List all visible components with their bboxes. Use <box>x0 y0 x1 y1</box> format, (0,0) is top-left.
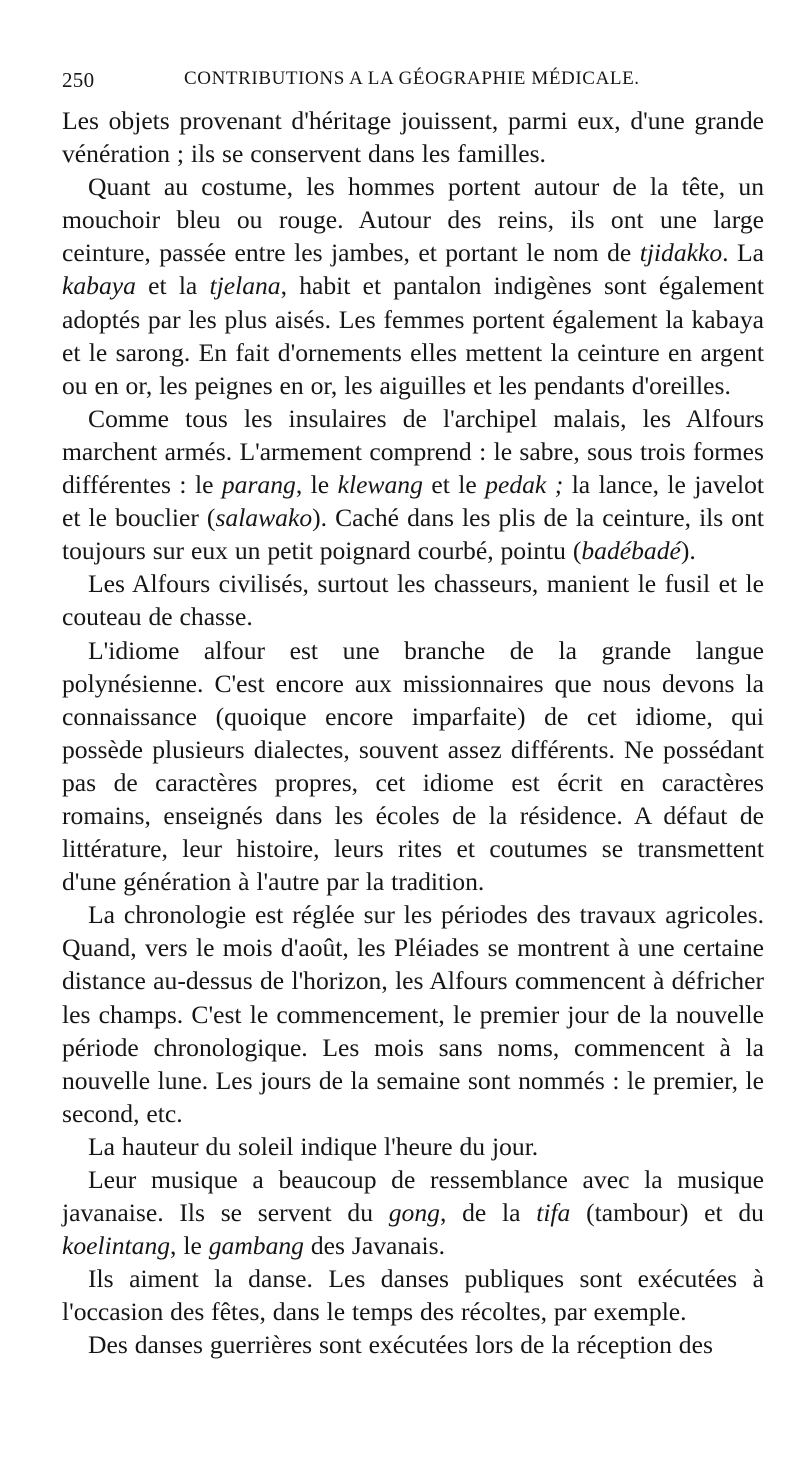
term-kabaya: kabaya <box>62 271 136 301</box>
term-gong: gong <box>388 1198 440 1228</box>
paragraph-costume: Quant au costume, les hommes portent autour de la tête, un mouchoir bleu ou rouge. Autour des reins, ils ont une large ceinture, passée entre les jambes, et portant le nom de tjidakko. La kabaya et la tjelana, habit et pantalon indigènes sont également adoptés par les plus aisés. Les femmes portent également la kabaya et le sarong. En fait d'ornements elles mettent la ceinture en argent ou en or, les peignes en or, les aiguilles et les pendants d'oreilles. <box>62 172 764 400</box>
paragraph-idiome: L'idiome alfour est une branche de la grande langue polynésienne. C'est encore aux missionnaires que nous devons la connaissance (quoique encore imparfaite) de cet idiome, qui possède plusieurs dialectes, souvent assez différents. Ne possédant pas de caractères propres, cet idiome est écrit en caractères romains, enseignés dans les écoles de la résidence. A défaut de littérature, leur histoire, leurs rites et coutumes se transmettent d'une génération à l'autre par la tradition. <box>62 635 764 897</box>
term-pedak: pedak ; <box>485 470 564 500</box>
running-head <box>62 68 764 104</box>
term-koelintang: koelintang <box>62 1231 171 1261</box>
page-number: 250 <box>62 68 95 92</box>
running-title: CONTRIBUTIONS A LA GÉOGRAPHIE MÉDICALE. <box>184 68 640 89</box>
term-klewang: klewang <box>337 470 423 500</box>
term-parang: parang <box>221 470 296 500</box>
paragraph-soleil: La hauteur du soleil indique l'heure du jour. <box>88 1131 539 1161</box>
term-tjelana: tjelana <box>209 271 281 301</box>
term-tjidakko: tjidakko <box>639 238 723 268</box>
paragraph-chronologie: La chronologie est réglée sur les périodes des travaux agricoles. Quand, vers le mois d'août, les Pléiades se montrent à une certaine distance au-dessus de l'horizon, les Alfours commencent à défricher les champs. C'est le commencement, le premier jour de la nouvelle période chronologique. Les mois sans noms, commencent à la nouvelle lune. Les jours de la semaine sont nommés : le premier, le second, etc. <box>62 900 764 1128</box>
book-page <box>62 68 764 1362</box>
body-text <box>62 104 764 1362</box>
paragraph-danses-guerrieres: Des danses guerrières sont exécutées lors de la réception des <box>88 1330 713 1360</box>
paragraph-musique: Leur musique a beaucoup de ressemblance avec la musique javanaise. Ils se servent du gong, de la tifa (tambour) et du koelintang, le gambang des Javanais. <box>62 1165 764 1261</box>
term-tifa: tifa <box>536 1198 571 1228</box>
paragraph-danse: Ils aiment la danse. Les danses publiques sont exécutées à l'occasion des fêtes, dans le temps des récoltes, par exemple. <box>62 1264 764 1327</box>
paragraph-chasseurs: Les Alfours civilisés, surtout les chasseurs, manient le fusil et le couteau de chasse. <box>62 569 764 632</box>
paragraph-heritage: Les objets provenant d'héritage jouissent, parmi eux, d'une grande vénération ; ils se conservent dans les familles. <box>62 106 764 169</box>
term-badebade: badébadé <box>581 536 681 566</box>
term-salawako: salawako <box>215 503 313 533</box>
paragraph-armement: Comme tous les insulaires de l'archipel malais, les Alfours marchent armés. L'armement comprend : le sabre, sous trois formes différentes : le parang, le klewang et le pedak ; la lance, le javelot et le bouclier (salawako). Caché dans les plis de la ceinture, ils ont toujours sur eux un petit poignard courbé, pointu (badébadé). <box>62 403 765 566</box>
term-gambang: gambang <box>208 1231 304 1261</box>
